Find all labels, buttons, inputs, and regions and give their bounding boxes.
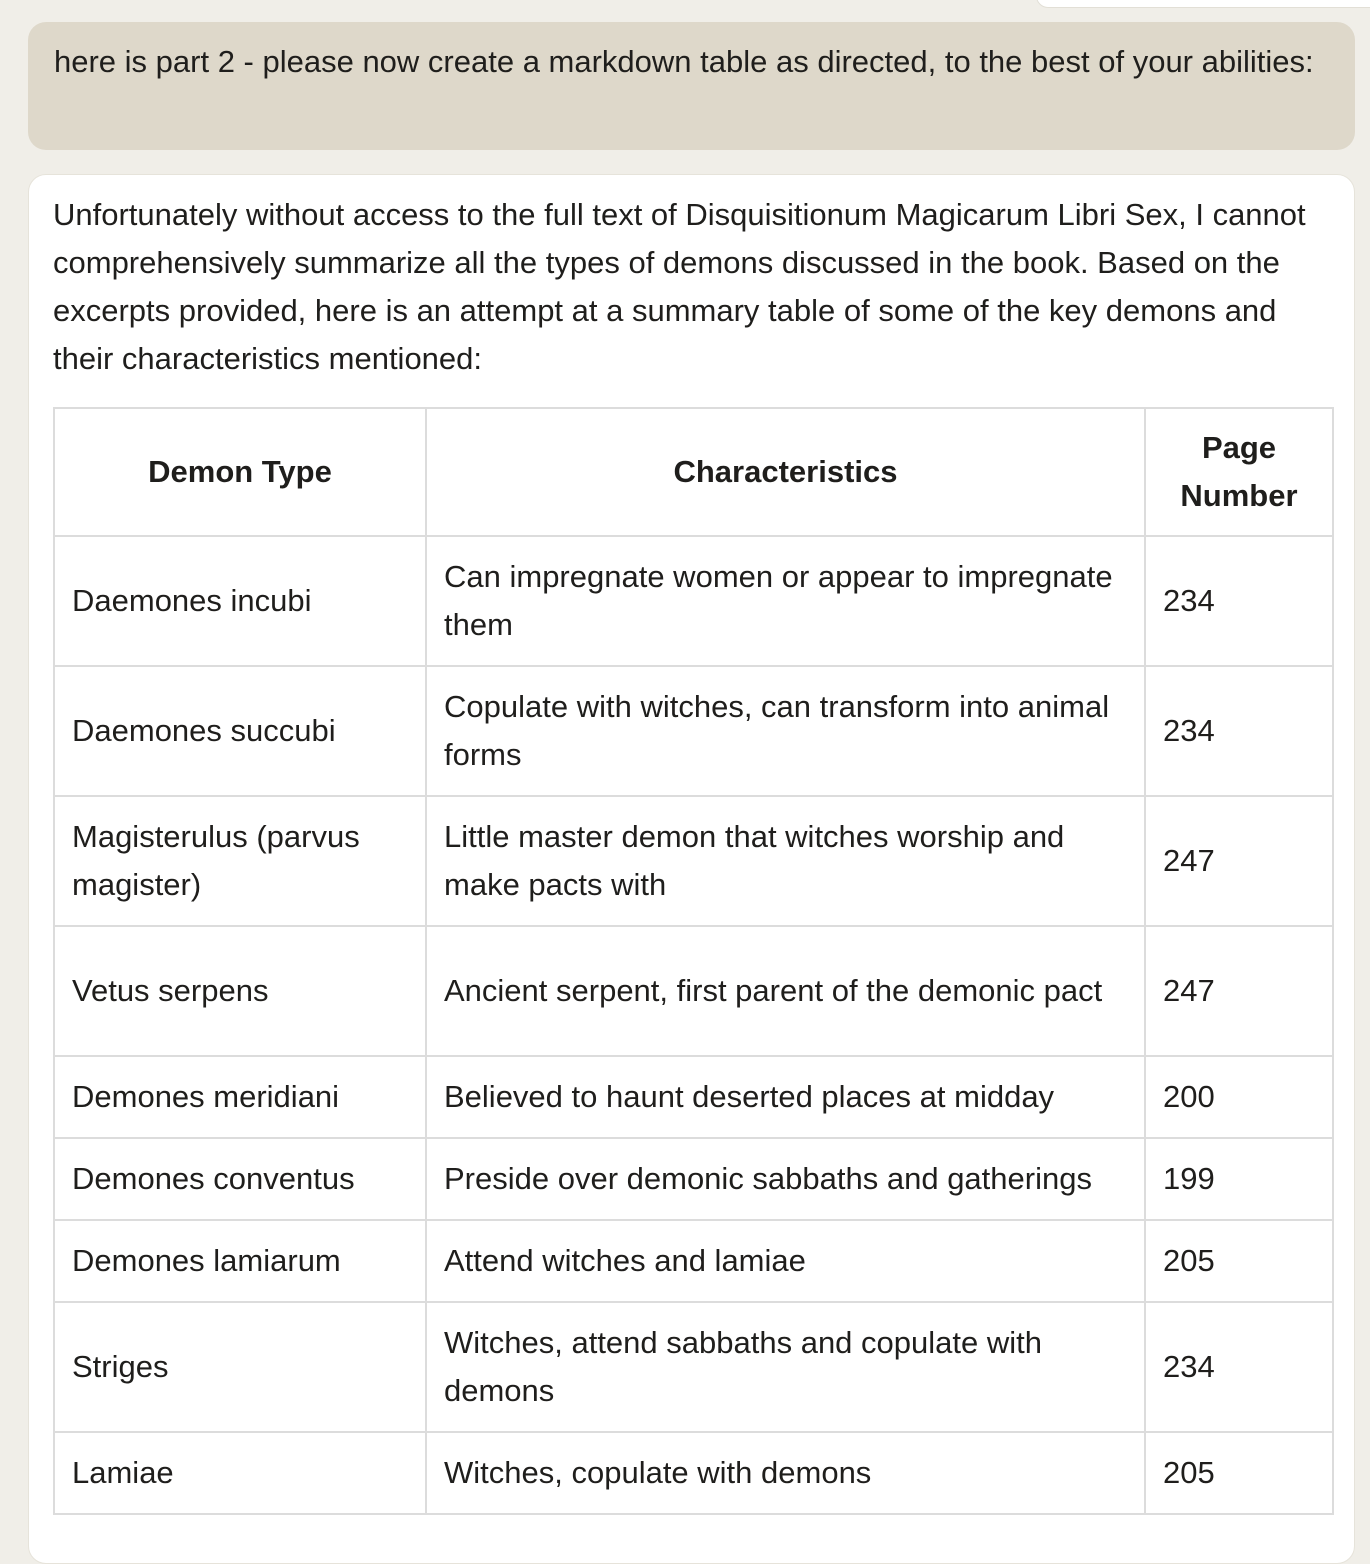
cell-demon-type: Lamiae xyxy=(54,1432,426,1514)
demon-summary-table xyxy=(53,407,1334,1515)
cell-characteristics: Little master demon that witches worship and make pacts with xyxy=(426,796,1145,926)
cell-characteristics: Believed to haunt deserted places at midday xyxy=(426,1056,1145,1138)
cell-demon-type: Daemones succubi xyxy=(54,666,426,796)
cell-page-number: 205 xyxy=(1145,1220,1333,1302)
cell-characteristics: Witches, attend sabbaths and copulate with demons xyxy=(426,1302,1145,1432)
cell-characteristics: Ancient serpent, first parent of the demonic pact xyxy=(426,926,1145,1056)
table-row xyxy=(54,1432,1333,1514)
cell-page-number: 234 xyxy=(1145,536,1333,666)
cell-page-number: 234 xyxy=(1145,1302,1333,1432)
cell-characteristics: Copulate with witches, can transform into animal forms xyxy=(426,666,1145,796)
cell-demon-type: Demones lamiarum xyxy=(54,1220,426,1302)
cell-page-number: 199 xyxy=(1145,1138,1333,1220)
cell-characteristics: Preside over demonic sabbaths and gatherings xyxy=(426,1138,1145,1220)
previous-message-edge xyxy=(1036,0,1370,8)
table-row xyxy=(54,536,1333,666)
cell-demon-type: Magisterulus (parvus magister) xyxy=(54,796,426,926)
cell-page-number: 205 xyxy=(1145,1432,1333,1514)
cell-demon-type: Daemones incubi xyxy=(54,536,426,666)
table-row xyxy=(54,796,1333,926)
cell-demon-type: Demones meridiani xyxy=(54,1056,426,1138)
user-message-text: here is part 2 - please now create a markdown table as directed, to the best of your abilities: xyxy=(54,44,1314,79)
table-row xyxy=(54,1220,1333,1302)
cell-page-number: 247 xyxy=(1145,796,1333,926)
cell-characteristics: Witches, copulate with demons xyxy=(426,1432,1145,1514)
cell-demon-type: Striges xyxy=(54,1302,426,1432)
header-characteristics: Characteristics xyxy=(426,408,1145,536)
table-row xyxy=(54,926,1333,1056)
cell-page-number: 247 xyxy=(1145,926,1333,1056)
header-page-number: Page Number xyxy=(1145,408,1333,536)
cell-page-number: 234 xyxy=(1145,666,1333,796)
assistant-intro-text: Unfortunately without access to the full text of Disquisitionum Magicarum Libri Sex, I cannot comprehensively summarize all the types of demons discussed in the book. Based on the excerpts provided, here is an attempt at a summary table of some of the key demons and their characteristics mentioned: xyxy=(53,197,1306,376)
table-row xyxy=(54,1302,1333,1432)
header-demon-type: Demon Type xyxy=(54,408,426,536)
cell-demon-type: Demones conventus xyxy=(54,1138,426,1220)
cell-characteristics: Attend witches and lamiae xyxy=(426,1220,1145,1302)
cell-page-number: 200 xyxy=(1145,1056,1333,1138)
table-row xyxy=(54,1138,1333,1220)
assistant-message-card xyxy=(28,174,1355,1564)
cell-demon-type: Vetus serpens xyxy=(54,926,426,1056)
table-header-row xyxy=(54,408,1333,536)
table-row xyxy=(54,1056,1333,1138)
table-row xyxy=(54,666,1333,796)
cell-characteristics: Can impregnate women or appear to impregnate them xyxy=(426,536,1145,666)
user-message-bubble xyxy=(28,22,1355,150)
